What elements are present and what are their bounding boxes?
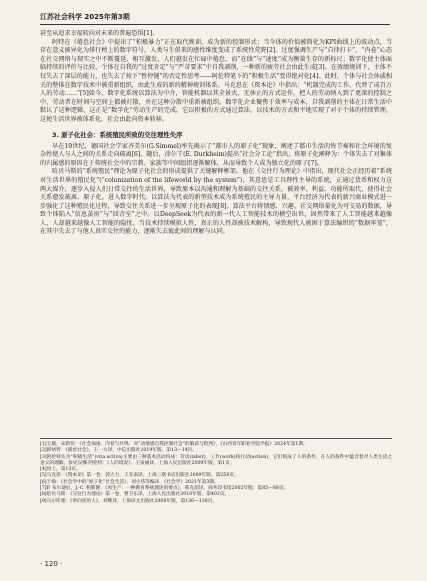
footnote: [9]马尔库塞：《单向度的人》，刘继译，上海译文出版社2008年版，第136—138页。 xyxy=(40,498,218,504)
paragraph: 阿特在《倦怠社会》中提出了“积极暴力”正在取代规训，成为新的控制形式；当今体的价值被简化为KPI曲线上的波动点，当存在意义被异化为排行榜上的数字符号，人类与生俱来的感性维度变成了系统性荒野[2]。过度强调生产与“自律打卡”，“内卷”心态在社交网络与现实之中不断蔓延、相互激发，人们越发在忙碌中倦怠，而“在线”与“速度”成为衡量生存的新标尺；数字化使主体面临持续的评价与比较，个体在自我的“过度肯定”与“严苛要求”中自我剥削，一种新的疲劳社会由此生成[3]。在效绩规训下，主体不仅失去了深层的能力，也失去了按下“暂停键”的否定性思考——阿伦特笔下的“积极生活”变得绝对化[4]。此时，个体与社会休戚相关的整体在数字技术中被重新组织，由此生成的新的精神规训体系。马克思在《资本论》中指出：“机器完成的工作，代替了成百万人的劳动……”[5]如今，数字化系统以算法为中介，智能机器以其全景式、无休止的方式运作，把人的劳动纳入到了更深的控制之中，劳动者在时间与空间上都被打散，并在这种分散中重新被组织。数字化企业聚焦于效率与成本，自我剥削的主体在日常生活中默认了这种逻辑，这正是“数字化”劳动生产的完成。它以积极的方式通过算法，以技术的方式和平地实现了对于个体的持续管理，这使生活世界被体系化，社会由此向资本转移。 xyxy=(40,38,392,123)
article-body xyxy=(40,30,392,237)
footnote: [5]马克思：《资本论》第一卷，郭大力、王亚南译，上海三联书店出版社2009年版，第258页。 xyxy=(40,473,239,479)
footnote: [3]阿伦特认为“积极生活”(vita activa)主要由三种基本活动构成：劳动(labor)、工作(work)和行动(action)，它们构成了人的条件，在人的条件中蕴含着对人类生活之意义的理解。参见汉娜·阿伦特：《人的境况》，王寅丽译，上海人民出版社2009年版，第1页。 xyxy=(40,454,392,466)
paragraph: 早在19世纪，德国社会学家齐美尔(G.Simmel)率先揭示了“都市人的原子化”现象，阐述了都市生活的快节奏和社会环境的复杂性使人与人之间的关系走向疏离[6]。随后，涂尔干(É. Durkheim)提出“社会分工论”指出，将原子化阐释为：个体失去了对集体的归属感的原因在于传统社会中的宗教、家族等中间组织逐渐解体，从而导致个人成为独立化的原子[7]。 xyxy=(40,142,392,167)
footnote: [4]同上，第13页。 xyxy=(40,467,81,473)
footnote: [8]哈贝马斯：《交往行为理论》第一卷，曹卫东译，上海人民出版社2018年版，第402页。 xyxy=(40,492,230,498)
paragraph: 哈贝马斯的“系统殖民”理论为原子化社会的形成提供了关键解释框架。他在《交往行为理论》中指出，现代社会正经历着“系统对生活世界的殖民化”(“colonization of the lifeworld by the system”)，其意思是工具理性主导的系统，正通过货币和权力这两大媒介，逐步入侵人们日常交往的生活世界，导致原本以沟通和理解为基础的交往关系，被效率、利益、功能所取代，使得社会关系愈发疏离、原子化。进入数字时代，以算法为代表的新型技术成为系统殖民的主导力量，平台经济为代表的新兴商业模式进一步强化了这种殖民化过程，导致交往关系进一步呈现原子化的表现[8]。算法平台将情感、兴趣、社交网络量化为可交易的数据，导致个体陷入“信息茧房”与“回音室”之中。以DeepSeek为代表的新一代人工智能技术的横空出世，固然带来了人工智能越来越像人、人却越来越像人工智能的隐忧。当技术持续模拟人性，真正的人性却被技术解构，导致现代人被困于算法编织的“数据牢笼”，在其中失去了与他人真实交往的能力，逐渐失去彼此间的理解与认同。 xyxy=(40,168,392,236)
page-number: · 120 · xyxy=(40,560,63,568)
footnote: [6]于海：《社会学中的“原子化”社会生活》，刘小伟等编译，《社会学》2021年第3期。 xyxy=(40,479,219,485)
paragraph: 甚至从追求幸福转向对未来的普遍恐惧[1]。 xyxy=(40,30,159,37)
footnote: [1]王葳，宋新伟：《社会加速、内卷与共鸣：对“动情感自我控制社会”的解读与批判》，《山西青年职业学院学报》2024年第1期。 xyxy=(40,442,308,447)
running-header xyxy=(40,12,390,25)
footnote: [2]韩炳哲：《倦怠社会》，王一力译，中信出版社2019年版，第13—14页。 xyxy=(40,448,198,454)
journal-title: 江苏社会科学 2025年第3期 xyxy=(40,13,130,21)
section-heading: 3. 原子化社会：系统殖民所致的交往理性失序 xyxy=(52,130,183,139)
footnotes xyxy=(40,438,392,505)
footnote: [7]P. 布尔迪厄、J.-C. 帕斯隆：《再生产：一种教育系统理论的要点》，邢克超译，商务印书馆2002年版，第85—88页。 xyxy=(40,486,289,492)
